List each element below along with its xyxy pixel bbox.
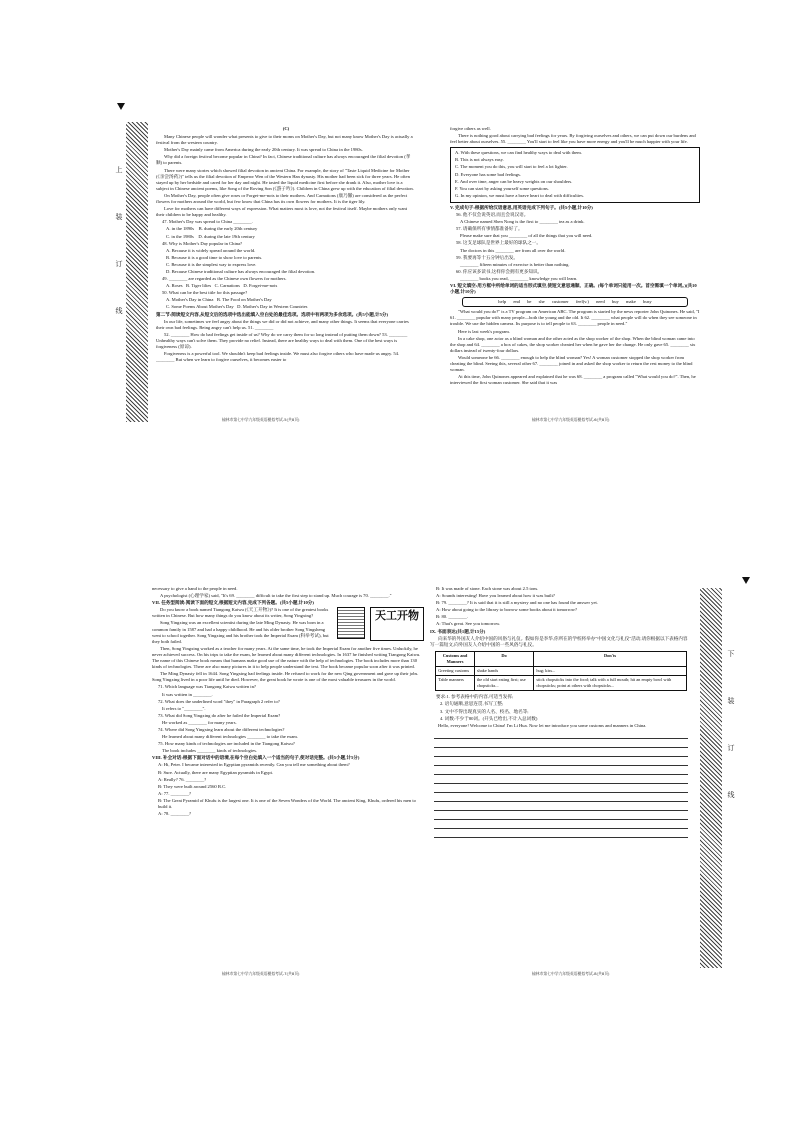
passage-paragraph: The Ming Dynasty fell in 1644. Song Yingxing had feelings inside. He refused to work for the new Qing government and gave up their jobs. Song Yingxing lived in a poor life until he died. However, the great book he wrote is one of the most valuable treasures in the world. [152,671,419,683]
completion-line: ________ fifteen minutes of exercise is better than nothing. [460,261,570,267]
section-heading: V. 完成句子:根据所给汉语意思,用英语完成下列句子。(共5小题,计10分) [450,204,593,210]
table-row [436,667,687,676]
dialogue-line: A: 78. ________? [158,811,192,817]
option-item: C. The moment you do this, you will start to feel a lot lighter. [455,164,568,170]
passage-paragraph: Why did a foreign festival become popular in China? In fact, Chinese traditional culture has always encouraged the filial devotion (孝顺) to parents. [156,154,411,166]
binding-strip-left [126,122,148,422]
option-item: F. You can start by asking yourself some questions. [455,185,549,191]
completion-line: 56. 他不仅会说英语,而且会说汉语。 [456,212,529,218]
passage-paragraph: "What would you do?" is a TV program on American ABC. The program is started by the news reporter John Quinones. He said, "I 61. ________ popular with many people—both the young and the old. It 62. ________ what people will do when they see someone in trouble. We use the hidden camera. Its purpose is to tell people to 63. ________ people in need." [450,309,700,327]
page-footer: 榆林市第七中学九年级英语模拟考试-5(共8页) [222,417,300,422]
corner-marker [742,577,750,584]
options-box [450,147,700,203]
passage-paragraph: A psychologist (心理学家) said, "It's 69. ________ difficult to take the first step to stand up. Much courage is 70. ________." [160,593,392,599]
writing-line[interactable] [434,757,688,766]
book-title-stamp: 天工开物 [370,607,424,641]
question-option: D. Because Chinese traditional culture has always encouraged the filial devotion. [166,268,316,274]
task-line: It was written in ________. [162,691,213,697]
page-5-column [156,126,416,416]
section-heading: VI. 短文填空:用方框中所给单词的适当形式填空,使短文意思通顺、正确。(每个单词只能用一次。首空需填一个单词。)(共10小题,计10分) [450,282,697,295]
exam-sheet-pages-7-8 [112,580,748,980]
writing-line[interactable] [434,820,688,829]
passage-paragraph: On Mother's Day, people often give roses or Forget-me-nots to their mothers. And Carnations (康乃馨) are considered as the perfect flowers for mothers around the world, but few know that China has its own flowers for mothers. It is the tiger lily. [156,192,408,205]
corner-marker [117,103,125,110]
task-line: He worked as ________ for many years. [162,719,237,725]
binding-labels-right: 下装订线 [727,650,735,838]
passage-paragraph: Song Yingxing was an excellent scientist during the late Ming Dynasty. He was born in a common family in 1587 and had a happy childhood. He and his older brother Song Yingsheng went to school together. Song Yingxing and his brother took the Imperial Exam (科举考试), but they both failed. [152,620,329,644]
page-footer: 榆林市第七中学九年级英语模拟考试-6(共8页) [532,417,610,422]
writing-line[interactable] [434,775,688,784]
exam-sheet-pages-5-6 [112,106,704,426]
table-cell: Greeting customs [436,667,475,676]
table-header: Don'ts [534,651,686,666]
page-footer: 榆林市第七中学九年级英语模拟考试-7(共8页) [222,971,300,976]
passage-paragraph: Forgiveness is a powerful tool. We shouldn't keep bad feelings inside. We must also forgive others who have made us angry. 54. ________ But when we learn to forgive ourselves, it becomes easier to [156,351,400,363]
writing-line[interactable] [434,811,688,820]
dialogue-line: B: The Great Pyramid of Khufu is the largest one. It is one of the Seven Wonders of the World. The ancient King, Khufu, ordered his men to build it. [158,797,416,809]
passage-paragraph: 52. ________ How do bad feelings get inside of us? Why do we carry them for so long instead of putting them down? 53. ________ Unhealthy ways can't solve them. They provide no relief. Instead, there are healthy ways to deal with them. One of the best ways is forgiveness (原谅). [156,331,408,349]
dialogue-line: A: Hi, Peter. I became interested in Egyptian pyramids recently. Can you tell me something about them? [158,762,350,768]
writing-line[interactable] [434,784,688,793]
completion-line: 57. 请确保所有事情都准备好了。 [456,226,523,232]
passage-paragraph: At this time, John Quinones appeared and explained that he was 68. ________ a program called "What would you do?". Then, he interviewed the first woman customer. She said that it was [450,374,696,386]
completion-line: A Chinese named Shen Nong is the first to ________ tea as a drink. [460,219,585,225]
table-row [436,676,687,691]
dialogue-line: A: Sounds interesting! Have you learned about how it was built? [436,593,555,599]
word-box: help end be she customer feel(v.) need buy make busy [462,297,688,307]
passage-c-title: (C) [282,126,290,131]
section-heading: 第二节:阅读短文内容,从短文后的选项中选出能填入空白处的最佳选项。选项中有两项为多余选项。(共5小题,计5分) [156,311,388,317]
customs-table [435,651,687,691]
passage-paragraph: Then, Song Yingxing worked as a teacher for many years. At the same time, he took the Imperial Exam for another five times. Unluckily, he never achieved success. On his trips to take the exam, he learned about many different technologies. In 1637 he finished writing Tiangong Kaiwu. The name of this Chinese book means that humans make good use of the nature with the help of technologies. The book includes more than 130 kinds of technologies. There are also many pictures in it to help people understand the text. The book became popular soon after it was printed. [152,645,421,670]
dialogue-line: A: 77. ________? [158,790,192,796]
writing-prompt: 向来华的外国友人介绍中国的风俗与礼仪。假如你是李华,你所在的学校将举办"中国文化与礼仪"活动,请你根据以下表格内容写一篇短文,向外国友人介绍中国的一些风俗与礼仪。 [430,635,688,647]
task-line: 74. Where did Song Yingxing learn about the different technologies? [158,726,285,732]
writing-line[interactable] [434,793,688,802]
section-heading: VII. 任务型阅读:阅读下面的短文,根据短文内容,完成下列各题。(共5小题,计10分) [152,600,314,606]
writing-line[interactable] [434,739,688,748]
task-line: It refers to "________". [162,705,206,711]
passage-paragraph: forgive others as well. [450,126,491,131]
passage-paragraph: There is nothing good about carrying bad feelings for years. By forgiving ourselves and others, we can put down our burdens and feel better about ourselves. 55. ________ You'll start to feel like you have more energy and you'll be much happier with your life. [450,133,696,145]
passage-paragraph: Many Chinese people will wonder what presents to give to their moms on Mother's Day, but not many know Mother's Day is actually a festival from the western country. [156,134,413,146]
task-line: 75. How many kinds of technologies are included in the Tiangong Kaiwu? [158,741,295,747]
table-cell: stick chopsticks into the food; talk with a full mouth; hit an empty bowl with chopsticks; point at others with chopsticks... [534,676,686,691]
question-stem: 50. What can be the best title for this passage? [162,290,248,296]
option-item: G. In my opinion, we must have a brave heart to deal with difficulties. [455,192,585,198]
completion-line: 60. 你应该多读书,这样你会拥有更多知识。 [456,268,543,274]
question-stem: 48. Why is Mother's Day popular in China? [162,240,243,246]
passage-paragraph: Do you know a book named Tiangong Kaiwu (《天工开物》)? It is one of the greatest books written in Chinese. But how many things do you know about its writer, Song Yingxing? [152,607,329,619]
table-header: Customs and Manners [436,651,475,666]
passage-paragraph: Here is last week's program. [458,328,510,334]
task-line: He learned about many different technologies ________ to take the exam. [162,734,299,740]
requirement-line: 2. 语句通顺,意思连贯,书写工整; [440,701,504,707]
page-6-column [450,126,700,416]
question-option: C. Some Poems About Mother's Day D. Mother's Day in Western Countries [166,304,308,310]
question-option: A. Mother's Day in China B. The Food on Mother's Day [166,297,272,303]
illustration-image [337,607,365,639]
dialogue-line: B: Sure. Actually, there are many Egyptian pyramids in Egypt. [158,769,274,775]
writing-lines [430,730,692,838]
dialogue-line: A: How about going to the library to borrow some books about it tomorrow? [436,607,577,613]
dialogue-line: B: 80. ________. [436,614,468,620]
table-cell: shake hands [474,667,534,676]
section-heading: IX. 书面表达(共1题,计15分) [430,628,486,634]
question-option: C. Because it is the simplest way to express love. [166,261,257,267]
passage-paragraph: Love for mothers can have different ways of expression. What matters most is love, not the festival itself. Maybe mothers only want their children to be happy and healthy. [156,206,407,218]
page-7-column [152,586,424,970]
task-line: 72. What does the underlined word "they" in Paragraph 2 refer to? [158,698,280,704]
completion-line: ________ books you read, ________ knowledge you will learn. [460,275,578,281]
option-item: E. And over time, anger can be heavy weights on our shoulders. [455,178,573,184]
question-option: C. in the 1980s D. during the late 19th century [166,233,255,239]
passage-paragraph: necessary to give a hand to the people in need. [152,586,238,591]
table-cell: Table manners [436,676,475,691]
dialogue-line: B: They were built around 2560 B.C. [158,783,227,789]
binding-strip-right [700,588,722,968]
table-cell: the old start eating first; use chopsticks... [474,676,534,691]
dialogue-line: B: It was made of stone. Each stone was about 2.5 tons. [436,586,539,591]
page-8-column [430,586,692,970]
question-option: B. Because it is a good time to show love to parents. [166,254,263,260]
option-item: A. With these questions, we can find healthy ways to deal with them. [455,150,582,156]
completion-line: 58. 这支足球队是世界上最好的球队之一。 [456,240,541,246]
writing-line[interactable] [434,730,688,739]
writing-line[interactable] [434,766,688,775]
writing-opening: Hello, everyone! Welcome to China! I'm Li Hua. Now let me introduce you some customs and manners in China. [438,722,647,728]
section-heading: VIII. 补全对话:根据下面对话中的语境,在每个空白处填入一个适当的句子,使对话完整。(共5小题,计5分) [152,755,360,761]
completion-line: The doctors in this ________ are from all over the world. [460,247,566,253]
completion-line: Please make sure that you ________ of all the things that you will need. [460,233,593,239]
passage-paragraph: There were many stories which showed filial devotion in ancient China. For example, the story of "Taste Liquid Medicine for Mother (《亲尝汤药》)" tells us the filial devotion of Emperor Wen of the Western Han dynasty. His mother had been sick for three years. He often stayed up by her bedside and cared for her day and night. He tasted the liquid medicine first before she drank it. Also, mother love is a subject in Chinese ancient poems, like Song of the Roving Son (《游子吟》). Children in China grew up with the education of filial devotion. [156,167,414,191]
option-item: B. This is not always easy. [455,157,504,163]
passage-paragraph: In our life, sometimes we feel angry about the things we did or did not achieve, and many other things. It seems that everyone carries their own bad feelings. Being angry can't help us. 51. ________ [156,318,409,330]
passage-paragraph: In a cake shop, one actor as a blind woman and the other acted as the shop worker of the shop. When the blind woman came into the shop and 64. ________ a box of cakes, the shop worker cheated her when he gave her the change. He only gave 65. ________ six dollars instead of twenty-four dollars. [450,335,696,353]
question-option: A. Roses B. Tiger lilies C. Carnations D. Forget-me-nots [166,283,278,289]
requirement-line: 3. 文中不得出现真实的人名、校名、地名等; [440,708,529,714]
task-line: The book includes ________ kinds of technologies. [162,748,258,754]
question-stem: 47. Mother's Day was spread to China ________. [162,219,253,225]
completion-line: 59. 我要再等十五分钟后出发。 [456,254,519,260]
dialogue-line: B: 79. ________? It is said that it is still a mystery and no one has found the answer yet. [436,600,598,606]
question-option: A. in the 1890s B. during the early 20th century [166,226,258,232]
table-cell: hug; kiss... [534,667,686,676]
question-option: A. Because it is widely spread around the world. [166,247,256,253]
requirement-line: 要求:1. 参考表格中的内容,可适当发挥; [436,694,514,700]
page-footer: 榆林市第七中学九年级英语模拟考试-8(共8页) [532,971,610,976]
passage-paragraph: Mother's Day mainly came from America during the early 20th century. It was spread to China in the 1980s. [164,147,363,153]
task-line: 71. Which language was Tiangong Kaiwu written in? [158,684,256,690]
requirement-line: 4. 词数:不少于80词。(开头已给出,不计入总词数) [440,715,538,721]
binding-labels-left: 上装订线 [115,166,123,354]
table-header: Do [474,651,534,666]
dialogue-line: A: That's great. See you tomorrow. [436,621,501,627]
question-stem: 49. ________ are regarded as the Chinese own flowers for mothers. [162,276,287,282]
dialogue-line: A: Really? 76. ________? [158,776,207,782]
writing-line[interactable] [434,802,688,811]
writing-line[interactable] [434,748,688,757]
writing-line[interactable] [434,829,688,838]
task-line: 73. What did Song Yingxing do after he failed the Imperial Exam? [158,712,281,718]
passage-paragraph: Would someone be 66. ________ enough to help the blind woman? Yes! A woman customer stopped the shop worker from cheating the blind. Seeing this, several other 67. ________ joined in and asked the shop worker to return the rest money to the blind woman. [450,354,693,373]
option-item: D. Everyone has some bad feelings. [455,171,521,177]
